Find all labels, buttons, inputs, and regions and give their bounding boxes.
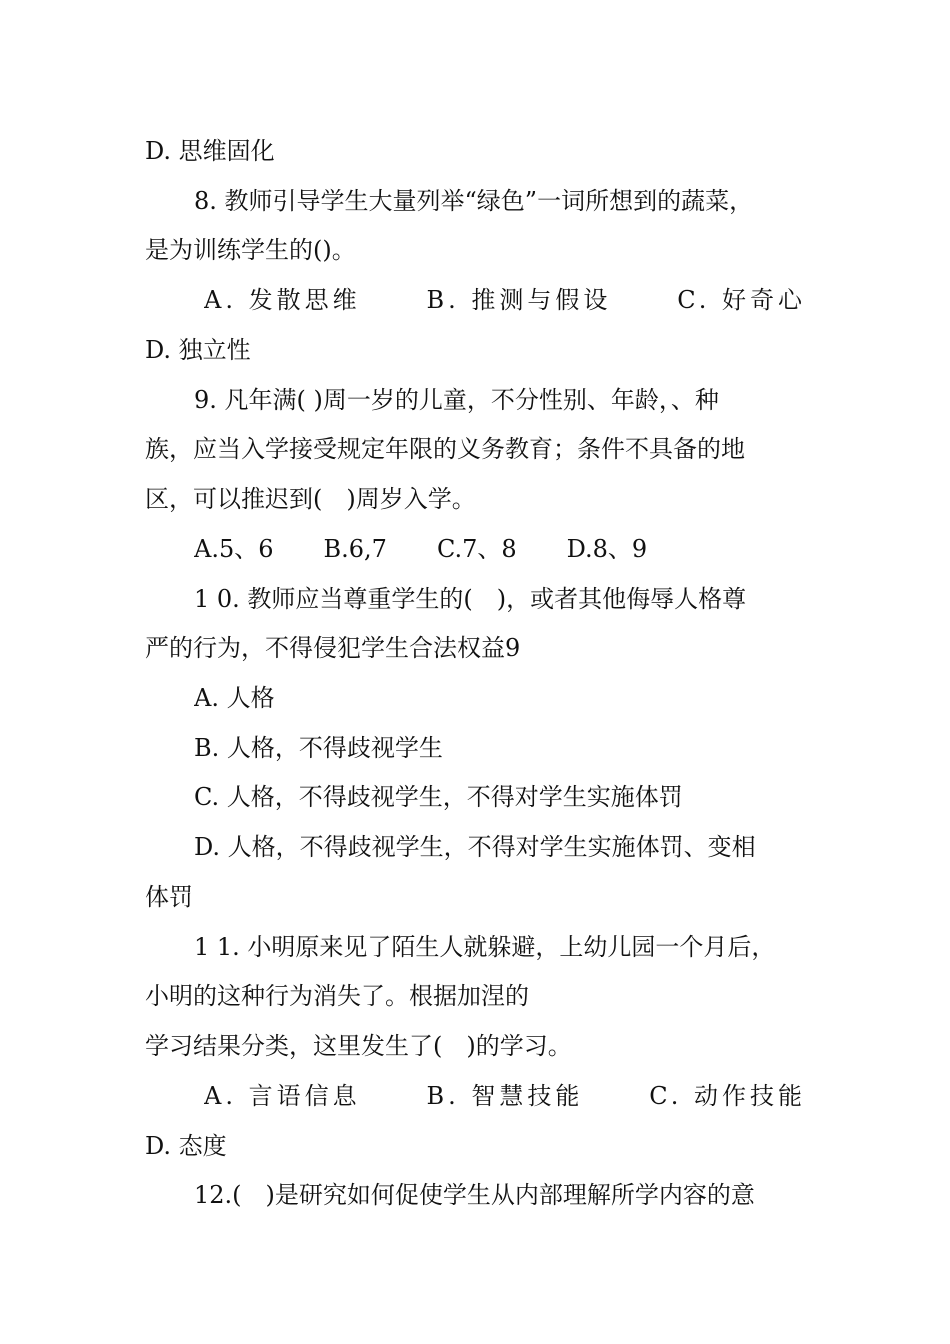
q11-option-d: D. 态度 xyxy=(145,1132,227,1160)
q11-options-row xyxy=(204,1081,806,1111)
q9-stem-line-3: 区，可以推迟到( )周岁入学。 xyxy=(145,485,476,513)
q8-option-b: B. 推测与假设 xyxy=(426,286,612,314)
q11-option-a: A. 言语信息 xyxy=(204,1082,361,1110)
q9-option-a: A.5、6 xyxy=(194,535,274,563)
q8-option-c: C. 好奇心 xyxy=(677,286,806,314)
q9-option-c: C.7、8 xyxy=(436,535,517,563)
q8-option-a: A. 发散思维 xyxy=(204,286,361,314)
q11-stem-line-3: 学习结果分类，这里发生了( )的学习。 xyxy=(145,1032,572,1060)
q10-option-b: B. 人格，不得歧视学生 xyxy=(194,734,443,762)
q10-option-c: C. 人格，不得歧视学生，不得对学生实施体罚 xyxy=(194,783,683,811)
q8-stem-line-2: 是为训练学生的()。 xyxy=(145,236,356,264)
q8-stem-line-1: 8. 教师引导学生大量列举“绿色”一词所想到的蔬菜， xyxy=(194,187,754,215)
q9-stem-line-2: 族，应当入学接受规定年限的义务教育；条件不具备的地 xyxy=(145,435,745,463)
q10-option-d-line-1: D. 人格，不得歧视学生，不得对学生实施体罚、变相 xyxy=(194,833,756,861)
q10-option-a: A. 人格 xyxy=(194,684,275,712)
q10-stem-line-1: 1 0. 教师应当尊重学生的( )，或者其他侮辱人格尊 xyxy=(194,585,747,613)
q9-options-row xyxy=(194,534,815,564)
q8-option-d: D. 独立性 xyxy=(145,336,251,364)
q10-option-d-line-2: 体罚 xyxy=(145,883,193,911)
q9-stem-line-1: 9. 凡年满( )周一岁的儿童，不分性别、年龄，、种 xyxy=(194,386,719,414)
q12-stem-line-1: 12.( )是研究如何促使学生从内部理解所学内容的意 xyxy=(194,1181,755,1209)
q9-option-d: D.8、9 xyxy=(566,535,648,563)
q11-option-c: C. 动作技能 xyxy=(649,1082,806,1110)
q11-stem-line-1: 1 1. 小明原来见了陌生人就躲避，上幼儿园一个月后， xyxy=(194,933,776,961)
q9-option-b: B.6,7 xyxy=(323,535,387,563)
q11-stem-line-2: 小明的这种行为消失了。根据加涅的 xyxy=(145,982,529,1010)
q11-option-b: B. 智慧技能 xyxy=(426,1082,584,1110)
q7-option-d: D. 思维固化 xyxy=(145,137,275,165)
q8-options-row xyxy=(204,285,806,315)
q10-stem-line-2: 严的行为，不得侵犯学生合法权益9 xyxy=(145,634,521,662)
